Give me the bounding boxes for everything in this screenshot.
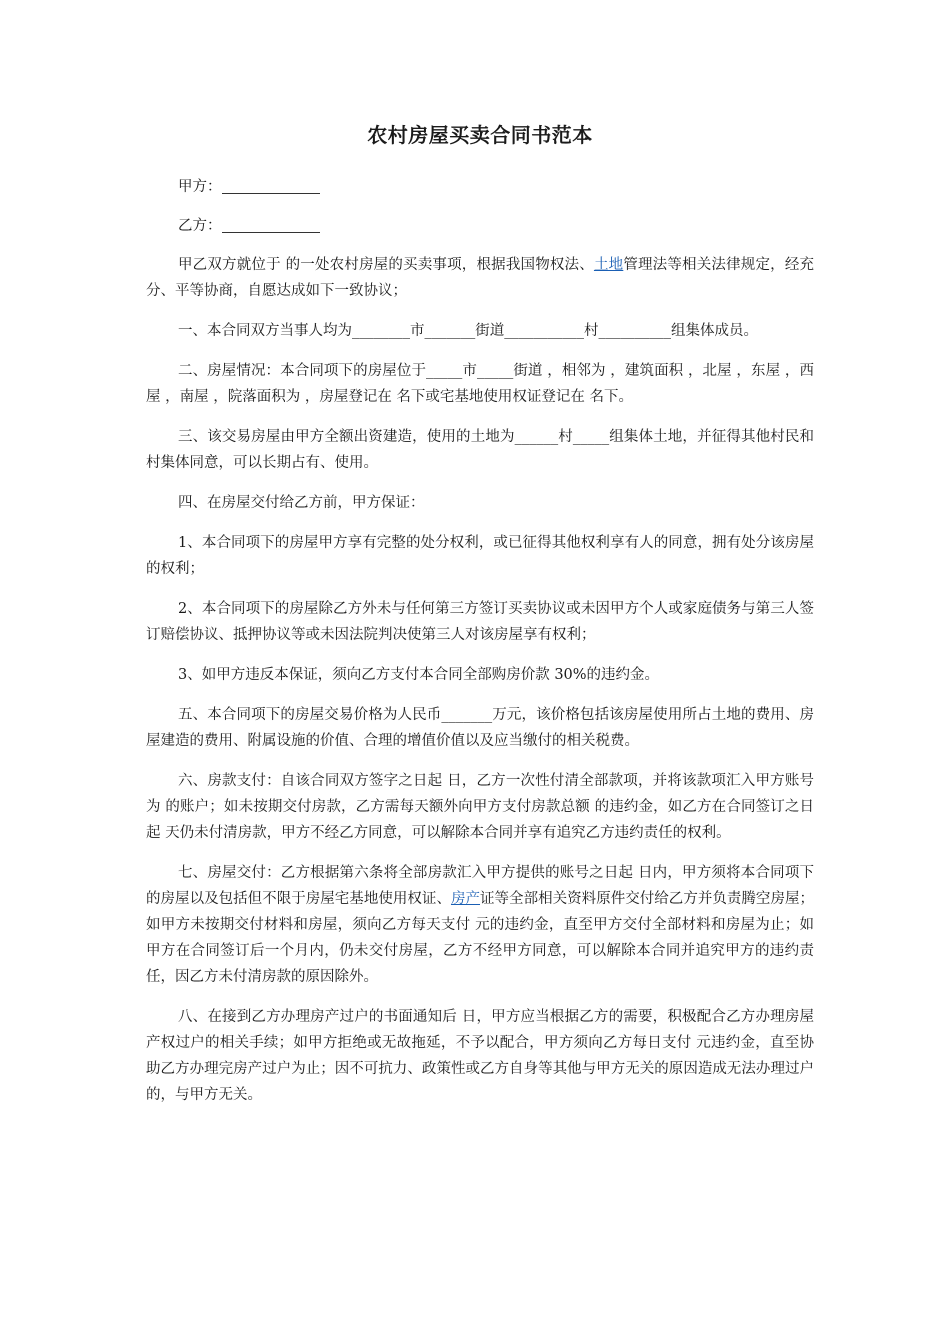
clause-2: 二、房屋情况：本合同项下的房屋位于_____市_____街道 ，相邻为 ，建筑面积 ，北屋 ，东屋 ，西屋 ，南屋 ，院落面积为 ，房屋登记在 名下或宅基地使用权证登记在 名下。	[146, 363, 814, 405]
clause-4-3: 3、如甲方违反本保证，须向乙方支付本合同全部购房价款 30%的违约金。	[178, 667, 660, 683]
clause-8: 八、在接到乙方办理房产过户的书面通知后 日，甲方应当根据乙方的需要，积极配合乙方办理房屋产权过户的相关手续；如甲方拒绝或无故拖延，不予以配合，甲方须向乙方每日支付 元违约金，直至协助乙方办理完房产过户为止；因不可抗力、政策性或乙方自身等其他与甲方无关的原因造成无法办理过户的，与甲方无关。	[146, 1009, 814, 1103]
intro-paragraph	[146, 252, 814, 304]
document-title: 农村房屋买卖合同书范本	[367, 123, 593, 147]
intro-text-before-link: 甲乙双方就位于 的一处农村房屋的买卖事项，根据我国物权法、	[178, 257, 594, 273]
clause-7	[146, 860, 814, 990]
party-a-line	[146, 174, 814, 200]
land-link[interactable]: 土地	[593, 257, 624, 273]
party-a-label: 甲方：	[178, 179, 222, 195]
clause-5: 五、本合同项下的房屋交易价格为人民币_______万元，该价格包括该房屋使用所占土地的费用、房屋建造的费用、附属设施的价值、合理的增值价值以及应当缴付的相关税费。	[146, 707, 814, 749]
clause-4-2: 2、本合同项下的房屋除乙方外未与任何第三方签订买卖协议或未因甲方个人或家庭债务与第三人签订赔偿协议、抵押协议等或未因法院判决使第三人对该房屋享有权利；	[146, 601, 814, 643]
clause-7-text-after-link: 证等全部相关资料原件交付给乙方并负责腾空房屋；如甲方未按期交付材料和房屋，须向乙方每天支付 元的违约金，直至甲方交付全部材料和房屋为止；如甲方在合同签订后一个月内，仍未交付房屋，乙方不经甲方同意，可以解除本合同并追究甲方的违约责任，因乙方未付清房款的原因除外。	[146, 891, 815, 985]
intro-text-after-link: 管理法等相关法律规定，经充分、平等协商，自愿达成如下一致协议；	[146, 257, 815, 299]
party-b-label: 乙方：	[178, 218, 222, 234]
clause-1: 一、本合同双方当事人均为________市_______街道___________村__________组集体成员。	[178, 323, 758, 339]
contract-page	[146, 118, 814, 1122]
clause-7-text-before-link: 七、房屋交付：乙方根据第六条将全部房款汇入甲方提供的账号之日起 日内，甲方须将本合同项下的房屋以及包括但不限于房屋宅基地使用权证、	[146, 865, 814, 907]
party-b-blank	[222, 216, 320, 233]
clause-6: 六、房款支付：自该合同双方签字之日起 日，乙方一次性付清全部款项，并将该款项汇入甲方账号为 的账户；如未按期交付房款，乙方需每天额外向甲方支付房款总额 的违约金，如乙方在合同签订之日起 天仍未付清房款，甲方不经乙方同意，可以解除本合同并享有追究乙方违约责任的权利。	[146, 773, 814, 841]
clause-4: 四、在房屋交付给乙方前，甲方保证：	[178, 495, 425, 511]
clause-4-1: 1、本合同项下的房屋甲方享有完整的处分权利，或已征得其他权利享有人的同意，拥有处分该房屋的权利；	[146, 535, 814, 577]
party-a-blank	[222, 177, 320, 194]
party-b-line	[146, 213, 814, 239]
clause-3: 三、该交易房屋由甲方全额出资建造，使用的土地为______村_____组集体土地，并征得其他村民和村集体同意，可以长期占有、使用。	[146, 429, 814, 471]
property-link[interactable]: 房产	[450, 891, 481, 907]
